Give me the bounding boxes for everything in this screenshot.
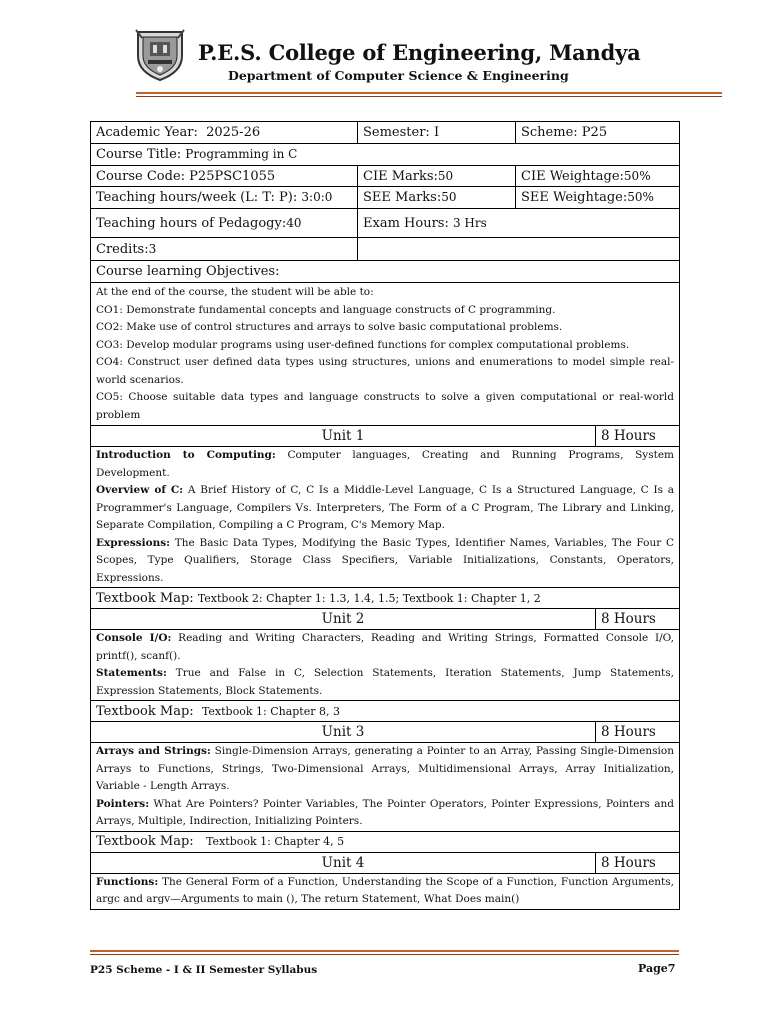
topic-text: True and False in C, Selection Statements, Iteration Statements, Jump Statements, Expression Statements, Block Statements. (96, 667, 674, 697)
unit-content-row (91, 630, 680, 701)
unit-hours: 8 Hours (596, 609, 680, 630)
unit-hours: 8 Hours (596, 852, 680, 873)
unit-content (91, 630, 680, 701)
college-name: P.E.S. College of Engineering, Mandya (198, 40, 641, 65)
unit-content-row (91, 447, 680, 588)
course-title-cell: Course Title: Programming in C (91, 144, 680, 166)
syllabus-table (90, 121, 680, 910)
objectives-row (91, 283, 680, 426)
objectives-intro: At the end of the course, the student will be able to: (96, 286, 374, 298)
footer-rule (90, 950, 679, 952)
co-item: CO2: Make use of control structures and arrays to solve basic computational problems. (96, 321, 563, 333)
topic-heading: Arrays and Strings: (96, 745, 211, 757)
empty-cell (358, 238, 680, 261)
objectives-heading: Course learning Objectives: (91, 261, 680, 283)
topic-text: Single-Dimension Arrays, generating a Pointer to an Array, Passing Single-Dimension Arrays to Functions, Strings, Two-Dimensional Arrays, Multidimensional Arrays, Array Initialization, Variable - Length Arrays. (96, 745, 674, 792)
course-code-cell: Course Code: P25PSC1055 (91, 166, 358, 187)
info-row-hours (91, 187, 680, 209)
unit-title: Unit 3 (91, 722, 596, 743)
semester-cell: Semester: I (358, 122, 516, 144)
co-item: CO4: Construct user defined data types using structures, unions and enumerations to model simple real- world scenarios. (96, 356, 674, 386)
unit-header-row (91, 852, 680, 873)
topic-heading: Expressions: (96, 536, 171, 549)
topic-heading: Pointers: (96, 797, 150, 810)
topic-text: The General Form of a Function, Understanding the Scope of a Function, Function Arguments, argc and argv—Arguments to main (), The return Statement, What Does main() (96, 875, 674, 905)
see-weightage-cell: SEE Weightage:50% (516, 187, 680, 209)
page-number: Page7 (638, 962, 676, 975)
teaching-hours-cell: Teaching hours/week (L: T: P): 3:0:0 (91, 187, 358, 209)
topic-text: Computer languages, Creating and Running Programs, System Development. (96, 449, 674, 479)
footer-rule-thin (90, 954, 679, 955)
textbook-map: Textbook Map: Textbook 2: Chapter 1: 1.3, 1.4, 1.5; Textbook 1: Chapter 1, 2 (91, 588, 680, 609)
college-seal-icon (134, 28, 186, 82)
info-row-title (91, 144, 680, 166)
topic-heading: Introduction to Computing: (96, 449, 276, 461)
exam-hours-cell: Exam Hours: 3 Hrs (358, 209, 680, 238)
scheme-cell: Scheme: P25 (516, 122, 680, 144)
info-row-credits (91, 238, 680, 261)
topic-heading: Console I/O: (96, 632, 172, 644)
objectives-cell (91, 283, 680, 426)
textbook-map-row (91, 831, 680, 852)
info-row-code (91, 166, 680, 187)
topic-heading: Overview of C: (96, 484, 184, 496)
unit-content-row (91, 873, 680, 909)
unit-hours: 8 Hours (596, 722, 680, 743)
unit-content-row (91, 743, 680, 832)
topic-text: What Are Pointers? Pointer Variables, The Pointer Operators, Pointer Expressions, Pointers and Arrays, Multiple, Indirection, Initializing Pointers. (96, 797, 674, 827)
topic-text: The Basic Data Types, Modifying the Basic Types, Identifier Names, Variables, The Four C Scopes, Type Qualifiers, Storage Class Specifiers, Variable Initializations, Constants, Operators, Expressions. (96, 536, 674, 584)
objectives-heading-row (91, 261, 680, 283)
cie-weightage-cell: CIE Weightage:50% (516, 166, 680, 187)
topic-heading: Statements: (96, 667, 167, 679)
page-header (0, 0, 768, 100)
topic-text: A Brief History of C, C Is a Middle-Level Language, C Is a Structured Language, C Is a Programmer's Language, Compilers Vs. Interpreters, The Form of a C Program, The Library and Linking, Separate Compilation, Compiling a C Program, C's Memory Map. (96, 484, 674, 531)
unit-header-row (91, 426, 680, 447)
cie-marks-cell: CIE Marks:50 (358, 166, 516, 187)
unit-content (91, 873, 680, 909)
unit-content (91, 743, 680, 832)
textbook-map: Textbook Map: Textbook 1: Chapter 4, 5 (91, 831, 680, 852)
footer-scheme: P25 Scheme - I & II Semester Syllabus (90, 964, 318, 976)
unit-title: Unit 4 (91, 852, 596, 873)
unit-title: Unit 2 (91, 609, 596, 630)
co-item: CO3: Develop modular programs using user-defined functions for complex computational problems. (96, 338, 630, 351)
unit-header-row (91, 722, 680, 743)
textbook-map: Textbook Map: Textbook 1: Chapter 8, 3 (91, 701, 680, 722)
header-rule (136, 92, 722, 94)
unit-title: Unit 1 (91, 426, 596, 447)
department-name: Department of Computer Science & Engineering (228, 68, 569, 83)
pedagogy-cell: Teaching hours of Pedagogy:40 (91, 209, 358, 238)
textbook-map-row (91, 588, 680, 609)
co-item: CO1: Demonstrate fundamental concepts and language constructs of C programming. (96, 303, 556, 316)
header-rule-thin (136, 96, 722, 97)
co-item: CO5: Choose suitable data types and language constructs to solve a given computational or real-world problem (96, 391, 674, 421)
topic-text: Reading and Writing Characters, Reading and Writing Strings, Formatted Console I/O, printf(), scanf(). (96, 632, 674, 662)
topic-heading: Functions: (96, 875, 159, 888)
unit-content (91, 447, 680, 588)
info-row-academic (91, 122, 680, 144)
textbook-map-row (91, 701, 680, 722)
unit-hours: 8 Hours (596, 426, 680, 447)
credits-cell: Credits:3 (91, 238, 358, 261)
info-row-pedagogy (91, 209, 680, 238)
see-marks-cell: SEE Marks:50 (358, 187, 516, 209)
unit-header-row (91, 609, 680, 630)
academic-year-cell: Academic Year: 2025-26 (91, 122, 358, 144)
